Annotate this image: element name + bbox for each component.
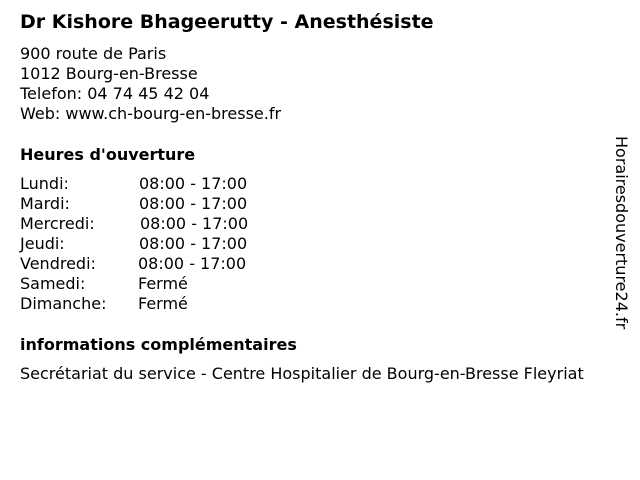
hours-row-thursday — [20, 234, 280, 254]
hours-heading: Heures d'ouverture — [20, 145, 196, 164]
hours-row-saturday — [20, 274, 280, 294]
hours-row-sunday — [20, 294, 280, 314]
day-label: Dimanche: — [20, 294, 107, 313]
time-value: 08:00 - 17:00 — [139, 174, 248, 193]
day-label: Jeudi: — [20, 234, 65, 253]
day-label: Lundi: — [20, 174, 69, 193]
day-label: Samedi: — [20, 274, 86, 293]
website: Web: www.ch-bourg-en-bresse.fr — [20, 104, 282, 123]
time-value: 08:00 - 17:00 — [139, 234, 248, 253]
page-title: Dr Kishore Bhageerutty - Anesthésiste — [20, 11, 434, 33]
day-label: Vendredi: — [20, 254, 96, 273]
time-value: Fermé — [138, 274, 188, 293]
day-label: Mardi: — [20, 194, 70, 213]
side-brand-watermark — [597, 136, 640, 348]
day-label: Mercredi: — [20, 214, 95, 233]
time-value: 08:00 - 17:00 — [140, 214, 249, 233]
city-address: 1012 Bourg-en-Bresse — [20, 64, 198, 83]
hours-row-friday — [20, 254, 280, 274]
side-brand-text: Horairesdouverture24.fr — [612, 136, 631, 330]
hours-row-monday — [20, 174, 280, 194]
hours-row-tuesday — [20, 194, 280, 214]
opening-hours-list — [20, 174, 280, 314]
time-value: Fermé — [138, 294, 188, 313]
hours-row-wednesday — [20, 214, 280, 234]
street-address: 900 route de Paris — [20, 44, 167, 63]
time-value: 08:00 - 17:00 — [139, 194, 248, 213]
phone-number: Telefon: 04 74 45 42 04 — [20, 84, 210, 103]
info-heading: informations complémentaires — [20, 335, 297, 354]
info-text: Secrétariat du service - Centre Hospitalier de Bourg-en-Bresse Fleyriat — [20, 364, 584, 383]
time-value: 08:00 - 17:00 — [138, 254, 247, 273]
address-block — [20, 44, 281, 124]
